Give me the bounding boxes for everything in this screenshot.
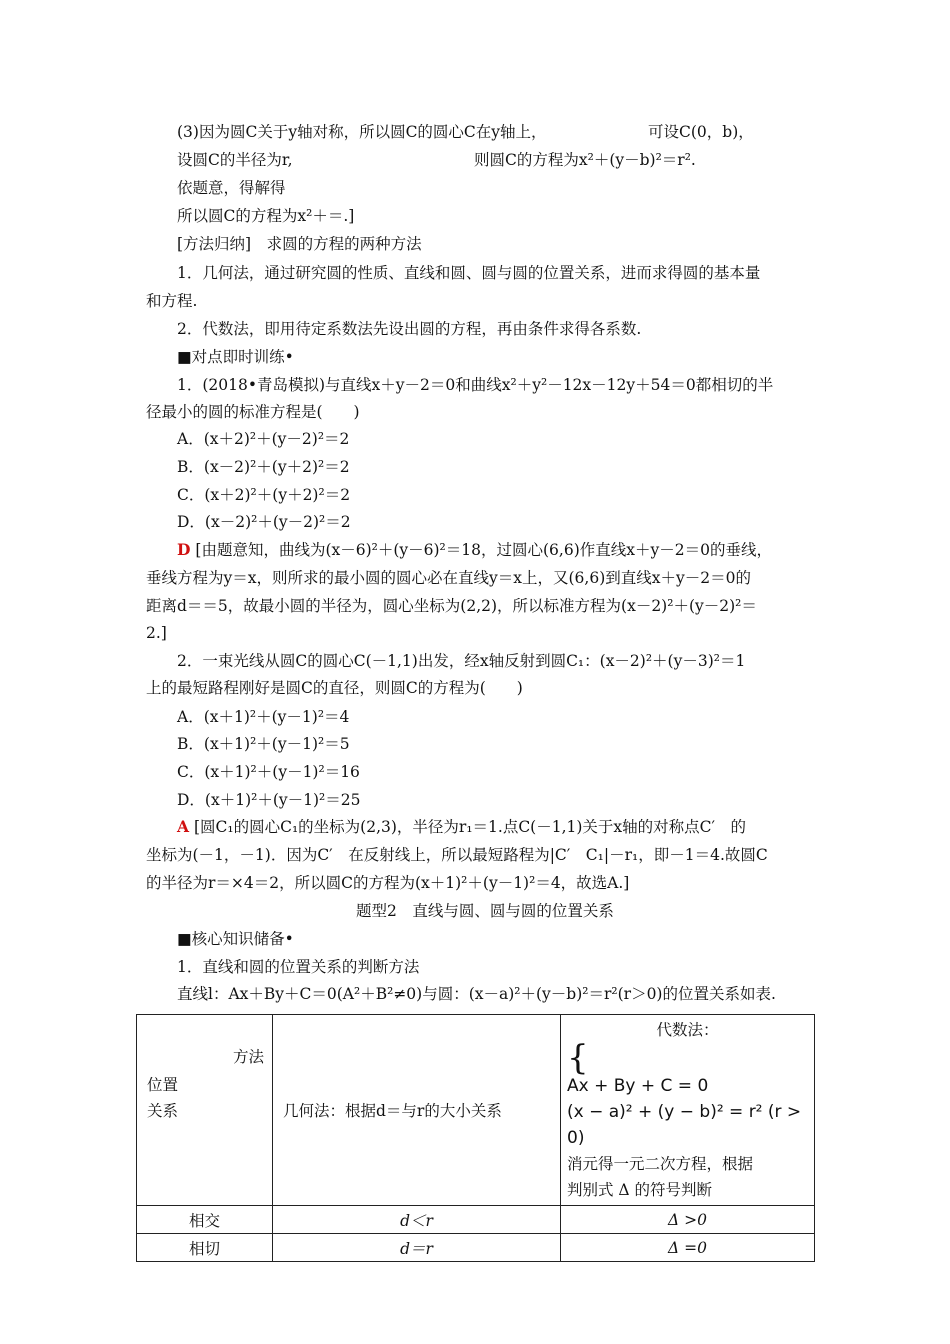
header-algebraic-cell (561, 1015, 815, 1206)
table-corner-cell (137, 1015, 273, 1206)
header-algebraic-title: 代数法： (656, 1021, 719, 1039)
type2-title: 题型2 直线与圆、圆与圆的位置关系 (356, 902, 614, 920)
system-eq1: Ax + By + C = 0 (567, 1076, 709, 1096)
q1-solution-line4: 2.] (146, 624, 167, 642)
brace-icon: { (567, 1038, 589, 1078)
equation-system (567, 1038, 808, 1151)
header-algebraic-line1: 消元得一元二次方程，根据 (567, 1155, 754, 1173)
sol3-line2a: 设圆C的半径为r, (177, 151, 293, 169)
q2-line1: 2．一束光线从圆C的圆心C(－1,1)出发，经x轴反射到圆C₁：(x－2)²＋(y－3)²＝1 (177, 652, 746, 670)
q1-line2: 径最小的圆的标准方程是( ) (146, 403, 360, 421)
q1-option-c: C．(x＋2)²＋(y＋2)²＝2 (177, 486, 351, 504)
row-geometric: d＜r (273, 1206, 561, 1234)
q1-option-b: B．(x－2)²＋(y＋2)²＝2 (177, 458, 350, 476)
sol3-line1a: (3)因为圆C关于y轴对称，所以圆C的圆心C在y轴上， (177, 123, 547, 141)
q1-solution-text: [由题意知，曲线为(x－6)²＋(y－6)²＝18，过圆心(6,6)作直线x＋y－2＝0的垂线， (195, 541, 772, 559)
header-relation: 关系 (147, 1102, 179, 1120)
method-item1-line2: 和方程. (146, 292, 198, 310)
knowledge-intro: 直线l：Ax＋By＋C＝0(A²＋B²≠0)与圆：(x－a)²＋(y－b)²＝r²(r＞0)的位置关系如表. (177, 985, 776, 1003)
table-row (137, 1234, 815, 1262)
q2-solution-line2: 坐标为(－1，－1)．因为C′ 在反射线上，所以最短路程为|C′ C₁|－r₁，即－1＝4.故圆C (146, 846, 768, 864)
header-algebraic-line2: 判别式 Δ 的符号判断 (567, 1181, 713, 1199)
knowledge-item1: 1．直线和圆的位置关系的判断方法 (177, 958, 420, 976)
q1-solution-line1 (177, 539, 772, 561)
row-geometric: d＝r (273, 1234, 561, 1262)
q2-solution-text: [圆C₁的圆心C₁的坐标为(2,3)，半径为r₁＝1.点C(－1,1)关于x轴的对称点C′ 的 (193, 818, 747, 836)
q2-option-a: A．(x＋1)²＋(y－1)²＝4 (177, 708, 350, 726)
row-relation: 相交 (137, 1206, 273, 1234)
sol3-line4: 所以圆C的方程为x²＋＝.] (177, 207, 355, 225)
q1-solution-line3: 距离d＝＝5，故最小圆的半径为，圆心坐标为(2,2)，所以标准方程为(x－2)²＋(y－2)²＝ (146, 597, 757, 615)
q1-line1: 1．(2018•青岛模拟)与直线x＋y－2＝0和曲线x²＋y²－12x－12y＋54＝0都相切的半 (177, 376, 774, 394)
q1-option-a: A．(x＋2)²＋(y－2)²＝2 (177, 430, 350, 448)
row-relation: 相切 (137, 1234, 273, 1262)
method-item2: 2．代数法，即用待定系数法先设出圆的方程，再由条件求得各系数. (177, 320, 642, 338)
q1-solution-line2: 垂线方程为y＝x，则所求的最小圆的圆心必在直线y＝x上，又(6,6)到直线x＋y－2＝0的 (146, 569, 751, 587)
q2-option-c: C．(x＋1)²＋(y－1)²＝16 (177, 763, 360, 781)
table-header-row (137, 1015, 815, 1206)
row-algebraic: Δ >0 (561, 1206, 815, 1234)
sol3-line1b: 可设C(0，b)， (648, 123, 754, 141)
method-item1-line1: 1．几何法，通过研究圆的性质、直线和圆、圆与圆的位置关系，进而求得圆的基本量 (177, 264, 761, 282)
sol3-line2b: 则圆C的方程为x²＋(y－b)²＝r². (474, 151, 696, 169)
core-heading: ■核心知识储备• (177, 930, 294, 948)
row-algebraic: Δ =0 (561, 1234, 815, 1262)
header-position: 位置 (147, 1076, 179, 1094)
sol3-line3: 依题意，得解得 (177, 179, 286, 197)
q2-option-d: D．(x＋1)²＋(y－1)²＝25 (177, 791, 361, 809)
relation-table (136, 1014, 815, 1262)
q1-option-d: D．(x－2)²＋(y－2)²＝2 (177, 513, 351, 531)
table-row (137, 1206, 815, 1234)
q1-answer: D (177, 540, 191, 559)
system-eq2: (x − a)² + (y − b)² = r² (r > 0) (567, 1102, 802, 1148)
method-title: [方法归纳] 求圆的方程的两种方法 (177, 235, 422, 253)
training-heading: ■对点即时训练• (177, 348, 294, 366)
q2-answer: A (177, 817, 190, 836)
q2-line2: 上的最短路程刚好是圆C的直径，则圆C的方程为( ) (146, 679, 523, 697)
q2-option-b: B．(x＋1)²＋(y－1)²＝5 (177, 735, 350, 753)
q2-solution-line1 (177, 816, 746, 838)
header-geometric: 几何法：根据d＝与r的大小关系 (273, 1015, 561, 1206)
header-method: 方法 (232, 1048, 264, 1066)
q2-solution-line3: 的半径为r＝×4＝2，所以圆C的方程为(x＋1)²＋(y－1)²＝4，故选A.] (146, 874, 630, 892)
